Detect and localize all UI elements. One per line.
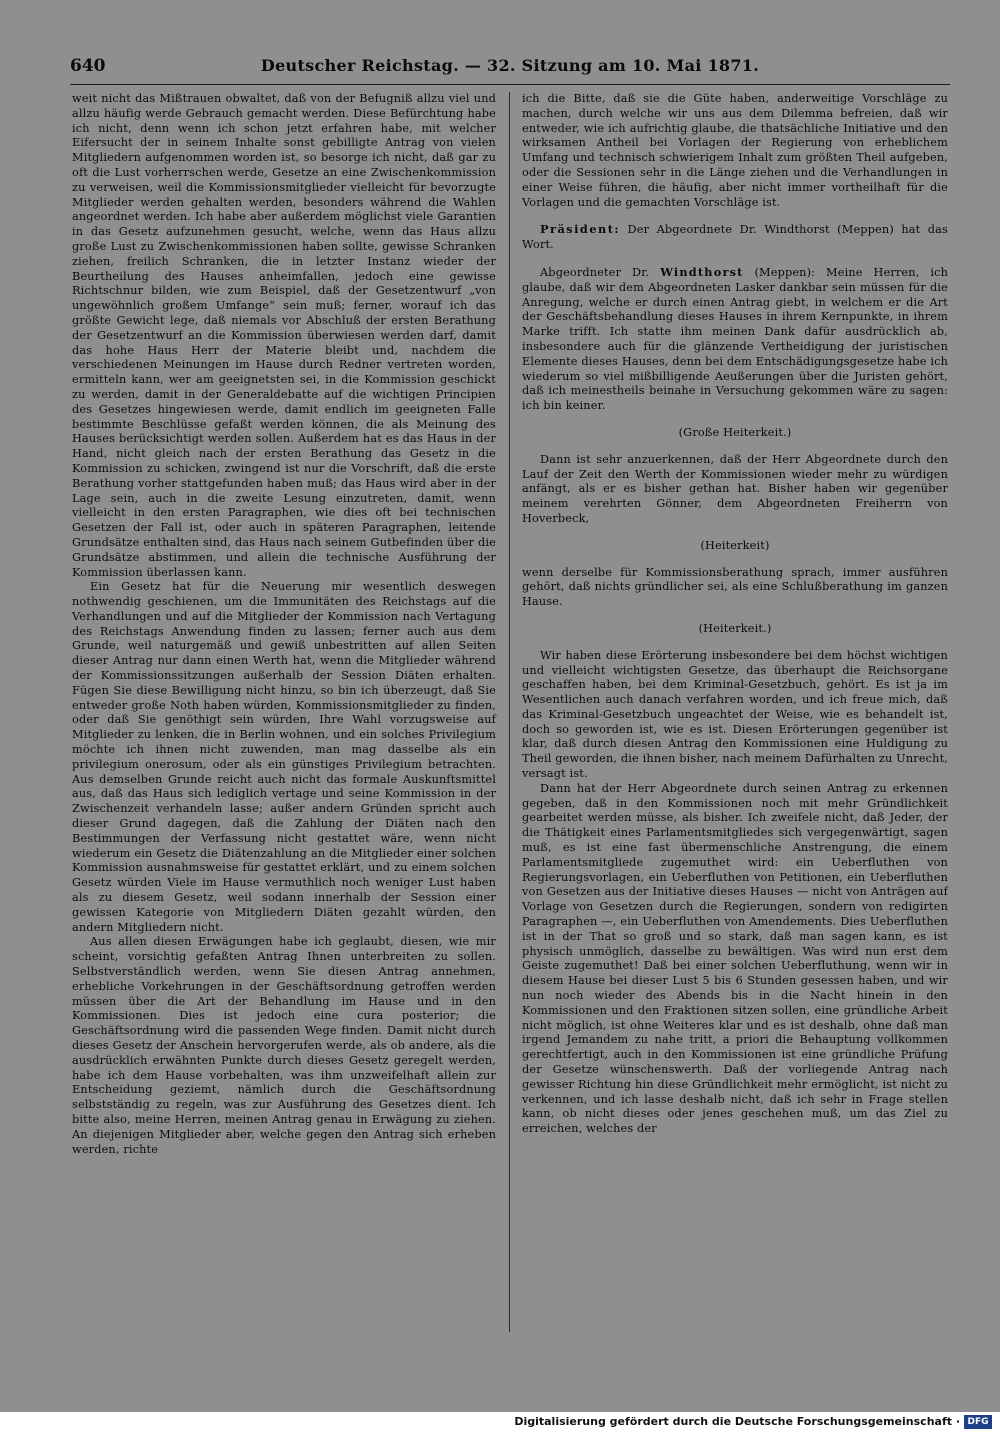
president-statement xyxy=(522,222,948,253)
reaction: (Heiterkeit) xyxy=(700,538,770,552)
paragraph: Dann ist sehr anzuerkennen, daß der Herr Abgeordnete durch den Lauf der Zeit den Werth der Kommissionen wieder mehr zu würdigen anfängt, als er es bisher gethan hat. Bisher haben wir gegenüber meinem verehrten Gönner, dem Abgeordneten Freiherrn von Hoverbeck, xyxy=(522,452,948,525)
speaker-prefix: Abgeordneter Dr. xyxy=(540,265,661,279)
paragraph: Wir haben diese Erörterung insbesondere bei dem höchst wichtigen und vielleicht wichtigsten Gesetze, das überhaupt die Reichsorgane geschaffen haben, bei dem Kriminal-Gesetzbuch, gehört. Es ist ja im Wesentlichen auch danach verfahren worden, und ich freue mich, daß das Kriminal-Gesetzbuch ungeachtet der Weise, wie es behandelt ist, doch so geworden ist, wie es ist. Diesen Erörterungen gegenüber ist klar, daß durch diesen Antrag den Kommissionen eine Huldigung zu Theil geworden, die ihnen bisher, nach meinem Dafürhalten zu Unrecht, versagt ist. xyxy=(522,648,948,781)
reaction: (Große Heiterkeit.) xyxy=(678,425,792,439)
paragraph: Ein Gesetz hat für die Neuerung mir wesentlich deswegen nothwendig geschienen, um die Immunitäten des Reichstags auf die Verhandlungen und auf die Mitglieder der Kommission nach Vertagung des Reichstags Anwendung finden zu lassen; ferner auch aus dem Grunde, weil naturgemäß und gewiß unbestritten auf allen Seiten dieser Antrag nur dann einen Werth hat, wenn die Mitglieder während der Kommissionssitzungen außerhalb der Session Diäten erhalten. Fügen Sie diese Bewilligung nicht hinzu, so bin ich überzeugt, daß Sie entweder große Noth haben würden, Kommissionsmitglieder zu finden, oder daß Sie genöthigt sein würden, Ihre Wahl vorzugsweise auf Mitglieder zu lenken, die in Berlin wohnen, und ein solches Privilegium möchte ich ihnen nicht zuwenden, man mag dasselbe als ein privilegium onerosum, oder als ein günstiges Privilegium betrachten. Aus demselben Grunde reicht auch nicht das formale Auskunftsmittel aus, daß das Haus sich lediglich vertage und seine Kommission in der Zwischenzeit verhandeln lasse; außer andern Gründen spricht auch dieser Grund dagegen, daß die Zahlung der Diäten nach den Bestimmungen der Verfassung nicht gestattet wäre, wenn nicht wiederum ein Gesetz die Diätenzahlung an die Mitglieder einer solchen Kommission ausnahmsweise für gestattet erklärt, und zu einem solchen Gesetz würden Viele im Hause vermuthlich noch weniger Lust haben als zu diesem Gesetz, weil sodann innerhalb der Session einer gewissen Kategorie von Mitgliedern Diäten gezahlt würden, den andern Mitgliedern nicht. xyxy=(72,580,496,934)
president-label: Präsident: xyxy=(540,222,621,237)
page-number: 640 xyxy=(70,56,106,76)
right-column xyxy=(522,92,948,1137)
paragraph: Dann hat der Herr Abgeordnete durch seinen Antrag zu erkennen gegeben, daß in den Kommissionen noch mit mehr Gründlichkeit gearbeitet werden müsse, als bisher. Ich zweifele nicht, daß Jeder, der die Thätigkeit eines Parlamentsmitgliedes sich vergegenwärtigt, sagen muß, es ist eine fast übermenschliche Anstrengung, die einem Parlamentsmitgliede zugemuthet wird: ein Ueberfluthen von Regierungsvorlagen, ein Ueberfluthen von Petitionen, ein Ueberfluthen von Gesetzen aus der Initiative dieses Hauses — nicht von Anträgen auf Vorlage von Gesetzen durch die Regierungen, sondern von redigirten Paragraphen —, ein Ueberfluthen von Amendements. Dies Ueberfluthen ist in der That so groß und so stark, daß man sagen kann, es ist physisch unmöglich, dasselbe zu bewältigen. Was wird nun erst dem Geiste zugemuthet! Daß bei einer solchen Ueberfluthung, wenn wir in diesem Hause bei dieser Lust 5 bis 6 Stunden gesessen haben, und wir nun noch wieder des Abends bis in die Nacht hinein in den Kommissionen und den Fraktionen sitzen sollen, eine gründliche Arbeit nicht möglich, ist ohne Weiteres klar und es ist deshalb, ohne daß man irgend Jemandem zu nahe tritt, a priori die Behauptung vollkommen gerechtfertigt, auch in den Kommissionen ist eine gründliche Prüfung der Gesetze wünschenswerth. Daß der vorliegende Antrag nach gewisser Richtung hin diese Gründlichkeit mehr ermöglicht, ist nicht zu verkennen, und ich lasse deshalb nicht, daß ich sehr in Frage stellen kann, ob nicht dieses oder jenes geschehen muß, um das Ziel zu erreichen, welches der xyxy=(522,781,948,1136)
reaction: (Heiterkeit.) xyxy=(698,621,772,635)
paragraph: weit nicht das Mißtrauen obwaltet, daß von der Befugniß allzu viel und allzu häufig werde Gebrauch gemacht werden. Diese Befürchtung habe ich nicht, denn wenn ich schon jetzt erfahren habe, mit welcher Eifersucht der in seinem Inhalte sonst gebilligte Antrag von vielen Mitgliedern aufgenommen worden ist, so besorge ich nicht, daß gar zu oft die Lust vorherrschen werde, Gesetze an eine Zwischenkommission zu verweisen, weil die Kommissionsmitglieder vielleicht für bevorzugte Mitglieder werden gehalten werden, besonders während die Wahlen angeordnet werden. Ich habe aber außerdem möglichst viele Garantien in das Gesetz aufzunehmen gesucht, welche, wenn das Haus allzu große Lust zu Zwischenkommissionen haben sollte, gewisse Schranken ziehen, freilich Schranken, die in letzter Instanz wieder der Beurtheilung des Hauses anheimfallen, jedoch eine gewisse Richtschnur bilden, wie zum Beispiel, daß der Gesetzentwurf „von ungewöhnlich großem Umfange“ sein muß; ferner, worauf ich das größte Gewicht lege, daß niemals vor Abschluß der ersten Berathung der Gesetzentwurf an die Kommission überwiesen werden darf, damit das hohe Haus Herr der Materie bleibt und, nachdem die verschiedenen Meinungen im Hause durch Redner vertreten worden, ermitteln kann, wer am geeignetsten sei, in die Kommission geschickt zu werden, damit in der Generaldebatte auf die wichtigen Principien des Gesetzes hingewiesen werde, damit endlich im geeigneten Falle bestimmte Beschlüsse gefaßt werden können, die als Meinung des Hauses berücksichtigt werden sollen. Außerdem hat es das Haus in der Hand, nicht gleich nach der ersten Berathung das Gesetz in die Kommission zu schicken, zwingend ist nur die Vorschrift, daß die erste Berathung vorher stattgefunden haben muß; das Haus wird aber in der Lage sein, auch in die zweite Lesung einzutreten, damit, wenn vielleicht in den ersten Paragraphen, wie dies oft bei technischen Gesetzen der Fall ist, oder auch in späteren Paragraphen, leitende Grundsätze enthalten sind, das Haus nach seinem Gutbefinden über die Grundsätze abstimmen, und allein die technische Ausführung der Kommission überlassen kann. xyxy=(72,92,496,579)
paragraph: wenn derselbe für Kommissionsberathung sprach, immer ausführen gehört, daß nichts gründlicher sei, als eine Schlußberathung im ganzen Hause. xyxy=(522,565,948,609)
speech-opening xyxy=(522,265,948,414)
speaker-name: Windthorst xyxy=(660,264,744,279)
digitization-footer xyxy=(0,1412,1000,1432)
paragraph: ich die Bitte, daß sie die Güte haben, anderweitige Vorschläge zu machen, durch welche wir uns aus dem Dilemma befreien, daß wir entweder, wie ich aufrichtig glaube, die thatsächliche Initiative und den wirksamen Antheil bei Vorlagen der Regierung von erheblichem Umfang und technisch schwierigem Inhalt zum größten Theil aufgeben, oder die Sessionen sehr in die Länge ziehen und die Verhandlungen in einer Weise führen, die häufig, aber nicht immer vortheilhaft für die Vorlagen und die gemachten Vorschläge ist. xyxy=(522,92,948,209)
president-text: Der Abgeordnete Dr. Windthorst (Meppen) hat das Wort. xyxy=(522,223,948,252)
dfg-logo: DFG xyxy=(964,1415,992,1429)
column-divider xyxy=(509,92,510,1332)
funding-notice: Digitalisierung gefördert durch die Deutsche Forschungsgemeinschaft · xyxy=(514,1415,960,1428)
left-column xyxy=(72,92,496,1157)
speech-text: (Meppen): Meine Herren, ich glaube, daß wir dem Abgeordneten Lasker dankbar sein müssen für die Anregung, welche er durch einen Antrag giebt, in welchem er die Art der Geschäftsbehandlung dieses Hauses in ihrem Kernpunkte, in ihrem Marke trifft. Ich statte ihm meinen Dank dafür ausdrücklich ab, insbesondere auch für die glänzende Vertheidigung der juristischen Elemente dieses Hauses, denn bei dem Entschädigungsgesetze habe ich wiederum so viel mißbilligende Aeußerungen über die Juristen gehört, daß ich meinestheils beinahe in Versuchung gekommen wäre zu sagen: ich bin keiner. xyxy=(522,265,948,413)
running-title: Deutscher Reichstag. — 32. Sitzung am 10. Mai 1871. xyxy=(260,56,760,75)
page-header xyxy=(70,54,950,85)
paragraph: Aus allen diesen Erwägungen habe ich geglaubt, diesen, wie mir scheint, vorsichtig gefaßten Antrag Ihnen unterbreiten zu sollen. Selbstverständlich werden, wenn Sie diesen Antrag annehmen, erhebliche Vorkehrungen in der Geschäftsordnung getroffen werden müssen über die Art der Behandlung im Hause und in den Kommissionen. Dies ist jedoch eine cura posterior; die Geschäftsordnung wird die passenden Wege finden. Damit nicht durch dieses Gesetz der Anschein hervorgerufen werde, als ob andere, als die ausdrücklich erwähnten Punkte durch dieses Gesetz geregelt werden, habe ich dem Hause vorbehalten, was ihm unzweifelhaft allein zur Entscheidung geziemt, nämlich durch die Geschäftsordnung selbstständig zu regeln, was zur Ausführung des Gesetzes dient. Ich bitte also, meine Herren, meinen Antrag genau in Erwägung zu ziehen. An diejenigen Mitglieder aber, welche gegen den Antrag sich erheben werden, richte xyxy=(72,935,496,1156)
